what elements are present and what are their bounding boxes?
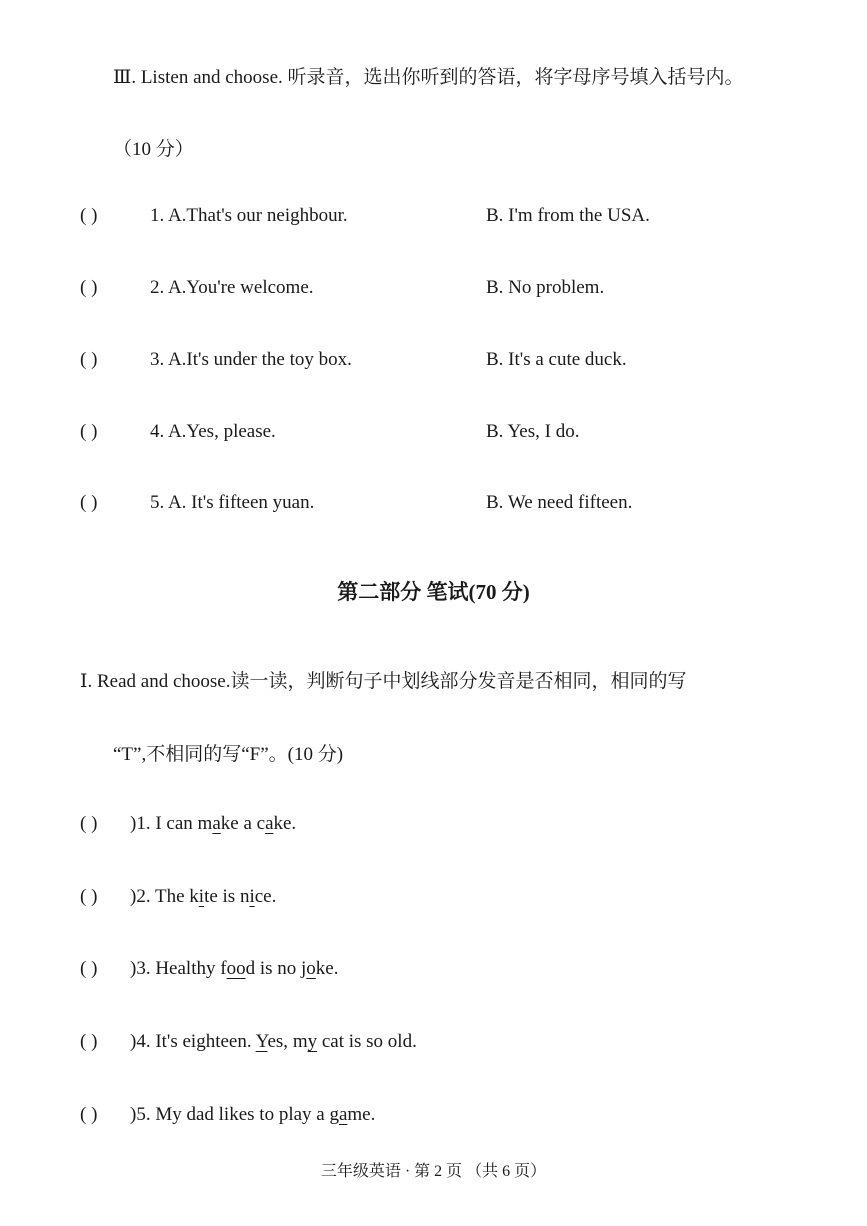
option-b: B. We need fifteen. — [486, 492, 633, 513]
option-a: 3. A.It's under the toy box. — [150, 349, 352, 370]
option-a: 1. A.That's our neighbour. — [150, 205, 348, 226]
answer-bracket[interactable]: ( ) — [80, 886, 98, 907]
answer-bracket[interactable]: ( ) — [80, 349, 98, 370]
option-b: B. No problem. — [486, 277, 605, 298]
underlined-sound: i — [249, 886, 255, 907]
part1-heading-line2: “T”,不相同的写“F”。(10 分) — [113, 744, 344, 765]
sentence: )2. The kite is nice. — [130, 886, 277, 907]
answer-bracket[interactable]: ( ) — [80, 1104, 98, 1125]
answer-bracket[interactable]: ( ) — [80, 205, 98, 226]
answer-bracket[interactable]: ( ) — [80, 1031, 98, 1052]
underlined-sound: Y — [255, 1031, 268, 1052]
option-a: 4. A.Yes, please. — [150, 421, 276, 442]
answer-bracket[interactable]: ( ) — [80, 421, 98, 442]
underlined-sound: a — [212, 813, 221, 834]
page-footer: 三年级英语 · 第 2 页 （共 6 页） — [320, 1163, 547, 1180]
underlined-sound: a — [265, 813, 274, 834]
part1-heading-line1: Ⅰ. Read and choose.读一读，判断句子中划线部分发音是否相同，相同的写 — [80, 671, 687, 692]
sentence: )5. My dad likes to play a game. — [130, 1104, 376, 1125]
option-a: 5. A. It's fifteen yuan. — [150, 492, 315, 513]
underlined-sound: a — [338, 1104, 348, 1125]
option-b: B. It's a cute duck. — [486, 349, 627, 370]
sentence: )1. I can make a cake. — [130, 813, 297, 834]
underlined-sound: i — [198, 886, 205, 907]
section-title: 第二部分 笔试(70 分) — [337, 580, 530, 604]
answer-bracket[interactable]: ( ) — [80, 277, 98, 298]
option-a: 2. A.You're welcome. — [150, 277, 314, 298]
part3-score: （10 分） — [113, 139, 194, 160]
option-b: B. Yes, I do. — [486, 421, 580, 442]
answer-bracket[interactable]: ( ) — [80, 492, 98, 513]
answer-bracket[interactable]: ( ) — [80, 813, 98, 834]
underlined-sound: oo — [226, 958, 246, 979]
option-b: B. I'm from the USA. — [486, 205, 650, 226]
part3-heading: Ⅲ. Listen and choose. 听录音，选出你听到的答语，将字母序号填入括号内。 — [113, 67, 744, 88]
sentence: )4. It's eighteen. Yes, my cat is so old. — [130, 1031, 417, 1052]
sentence: )3. Healthy food is no joke. — [130, 958, 339, 979]
underlined-sound: o — [306, 958, 316, 979]
underlined-sound: y — [307, 1031, 318, 1052]
answer-bracket[interactable]: ( ) — [80, 958, 98, 979]
